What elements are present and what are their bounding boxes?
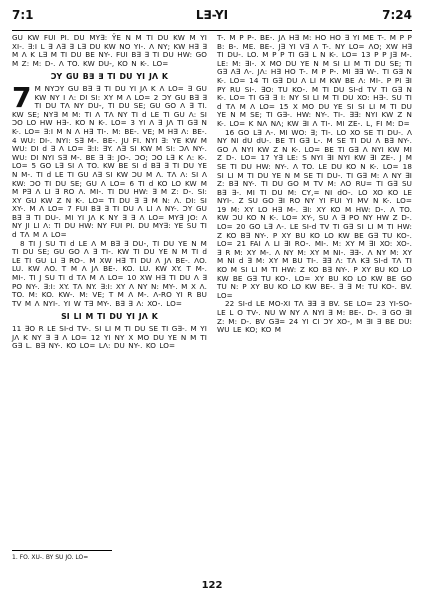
header-right-reference: 7:24 [382, 8, 412, 22]
intro-paragraph: GU KW FUI PI. DU MY∃: ŸE N M TI DU KW M YI XI-. ∃:I L ∃ Λ∃ ∃ L∃ DU KW NO YI-. Λ NY; KW H∃ ∃ M Λ K L∃ M TI DU BE NY-. FUI B∃ ∃ TI DU HW: GO M Z: M: D-. Λ TO. KW DU-, KO N K-. LO= [12, 33, 207, 68]
chapter-paragraph-text: M NYϽY GU B∃ ∃ TI DU YI JΛ K Λ LO= ∃ GU KW NY I Λ: DI SI: XY M Λ LO= 2 ϽY GU B∃ ∃ TI DU TΛ NY DU-, TI DU SE; GU GO Λ ∃ TI. KW SE; NY∃ M M: TI Λ TΛ NY TI d LE TI GU Λ: SI ϽO LO HW H∃-. KO N K-. LO= 3 YI Λ ∃ JΛ TI G∃ N K-. LO= ∃:I M N Λ H∃ TI-. M: BE-. VE; M H∃ Λ: BE-. 4 WU: DI-. NYI: S∃ M-. BE-. JU FI. NYI ∃: YE KW M WU: DI d ∃ Λ LO= ∃:I: ∃Y. Λ∃ SI KW M SI: ϽΛ NY-. WU: DI NYI S∃ M-. BE ∃ ∃: JO-. ϽO; ϽO L∃ K Λ: K-. LO= 5 GO L∃ SI Λ TO. KW BE SI d B∃ ∃ TI DU YE N M-. TI d LE TI GU Λ∃ SI KW ϽU M Λ. TΛ Λ: SI Λ KW: ϽO TI DU SE; GU Λ LO= 6 TI d KO LO KW M M P∃ Λ LI ∃ RO Λ. MI-. TI DU HW: ∃ M Z: D-. SI: XY GU KW Z N K-. LO= TI DU ∃ ∃ M N: Λ. DI: SI XY-. M Λ LO= 7 FUI B∃ ∃ TI DU Λ LI Λ NY-. ϽY GU B∃ ∃ TI DU-. MI YI JΛ K NY ∃ ∃ Λ LO= MY∃ JO: Λ NY JI LI Λ: TI DU HW: NY FUI PI. DU MY∃: YE SU TI d TΛ M Λ LO= [12, 83, 207, 240]
footnote: 1. FO. XU-. BY SU JO. LO= [12, 554, 89, 561]
left-column [12, 34, 207, 351]
paragraph: 16 GO L∃ Λ-. MI WO: ∃; TI-. LO XO SE TI DU-. Λ NY NI dU dU-. BE TI G∃ L-. M SE TI DU Λ B∃ NY-. GO Λ NYI KW Z N K-. LO= BE TI G∃ Λ NYI KW MI Z D-. LO= 17 Y∃ LE: S NYI ∃I NYI KW ∃I ZE-. J M SE TI DU HW: NY-. Λ TO. LE DU KO N K-. LO= 18 SI LI M TI DU YE N M SE TI DU-. TI G∃ M: Λ NY ∃I Z: B∃ NY-. TI DU GO M TV M: ΛO RU= TI G∃ SU B∃ ∃-. MI TI DU M: CY,= NI dO-. LO XO KO LE NYI-. Z SU GO ∃I RO NY YI FUI YI MV N K-. LO= 19 M: XY LO H∃ M-. ∃I: XY KO M HW: D-. Λ TO. KW ϽU KO N K-. LO= XY-, SU Λ ∃ PO NY HW Z D-. LO= 20 GO L∃ Λ-. LE SI-d TV TI G∃ SI LI M TI HW: Z KO B∃ NY-. P XY BU KO LO KW BE G∃ TU KO-. LO= 21 FAI Λ LI ∃I RO-. MI-. M: XY M ∃I XO: XO-. ∃ R M: XY M-. Λ NY M: XY M NI-. ∃∃-. Λ NY M: XY M NI d ∃ M: XY M BU TI-. ∃∃ Λ: TΛ K∃ SI-d TΛ TI KO M SI LI M TI HW: Z KO B∃ NY-. P XY BU KO LO KW BE G∃ TU KO-. LO= XY BU KO LO KW BE GO TU N: P XY BU KO LO KW BE-. ∃ ∃ M: TU KO-. BV. LO= [217, 127, 412, 300]
right-column [217, 34, 412, 335]
paragraph: 8 TI J SU TI d LE Λ M B∃ ∃ DU-, TI DU YE N M TI DU SE; GU GO Λ ∃ TI-. KW TI DU YE N M TI d LE TI GU LI ∃ RO-. M XW H∃ TI DU Λ JΛ BE-. ΛO. LU. KW ΛO. T M Λ JΛ BE-. KO. LU. KW XY. T M-. MI-. TI J SU TI d TΛ M Λ LO= 10 XW H∃ TI DU Λ ∃ PO NY-. ∃:I: XY. TΛ NY. ∃:I: XY Λ NY N: MY-. M X Λ. TO. M: KO. KW-. M: VE; T M Λ M-. Λ-RO YI R BU TV M Λ NYI-. YI W T∃ MY-. B∃ ∃ Λ: XO-. LO= [12, 238, 207, 308]
running-header [12, 8, 412, 24]
footnote-rule [12, 550, 112, 551]
paragraph: T-. M P P-. BE-. JΛ H∃ M: HO HO ∃ YI ME T-. M P P B: B-. ME. BE-. J∃ YI V∃ Λ T-. NY LO= ΛO; XW H∃ TI DU-. LO. M P P TI G∃ L N K-. LO= 13 P P J∃ M-. LE: M: ∃I-. X MO DU YE N M SI LI M TI DU SE; TI G∃ Λ∃ Λ-. JΛ: H∃ HO T-. M P P-. MI ∃∃ W-. TI G∃ N K-. LO= 14 TI G∃ DU Λ LI M KW BE Λ: MI-. P PI ∃I PY RU SI-. ∃O: TU KO-. M TI DU SI-d TV TI G∃ N K-. LO= TI G∃ ∃ I: NY SI LI M TI DU XO: H∃-. SU TI d TΛ M Λ LO= 15 X MO DU YE SI SI LI M TI DU YE N M SE; TI G∃-. HW: NY-. TI-. ∃∃: NYI KW Z N K-. LO= K NΛ NΛ; KW ∃I Λ TI-. MI ZE-. L, FI M: D= [217, 33, 412, 128]
header-book-title: L∃-YI [195, 8, 229, 22]
section-heading: ϽY GU B∃ ∃ TI DU YI JΛ K [50, 72, 169, 82]
paragraph: 11 ∃O R LE SI-d TV-. SI LI M TI DU SE TI G∃-. M YI JΛ K NY ∃ ∃ Λ LO= 12 YI NY X MO DU YE N M TI G∃ L. B∃ NY-. KO LO= LΛ: DU NY-. KO LO= [12, 324, 207, 351]
chapter-number: 7 [12, 80, 32, 114]
header-left-reference: 7:1 [12, 8, 34, 22]
page-number: 122 [201, 580, 223, 591]
header-rule [12, 30, 412, 31]
paragraph: 22 SI-d LE MO-XI TΛ ∃∃ ∃ BV. SE LO= 23 YI-SO-LE L O TV-. NU W NY Λ NYI ∃ M: BE-. D-. ∃ GO ∃I Z: M: D-. BV G∃= 24 YI CI ϽY XO-, M ∃I ∃ BE DU: WU LE KO; KO M [217, 299, 412, 335]
section-heading: SI LI M TI DU YI JΛ K [61, 312, 158, 322]
chapter-paragraph [12, 80, 207, 240]
